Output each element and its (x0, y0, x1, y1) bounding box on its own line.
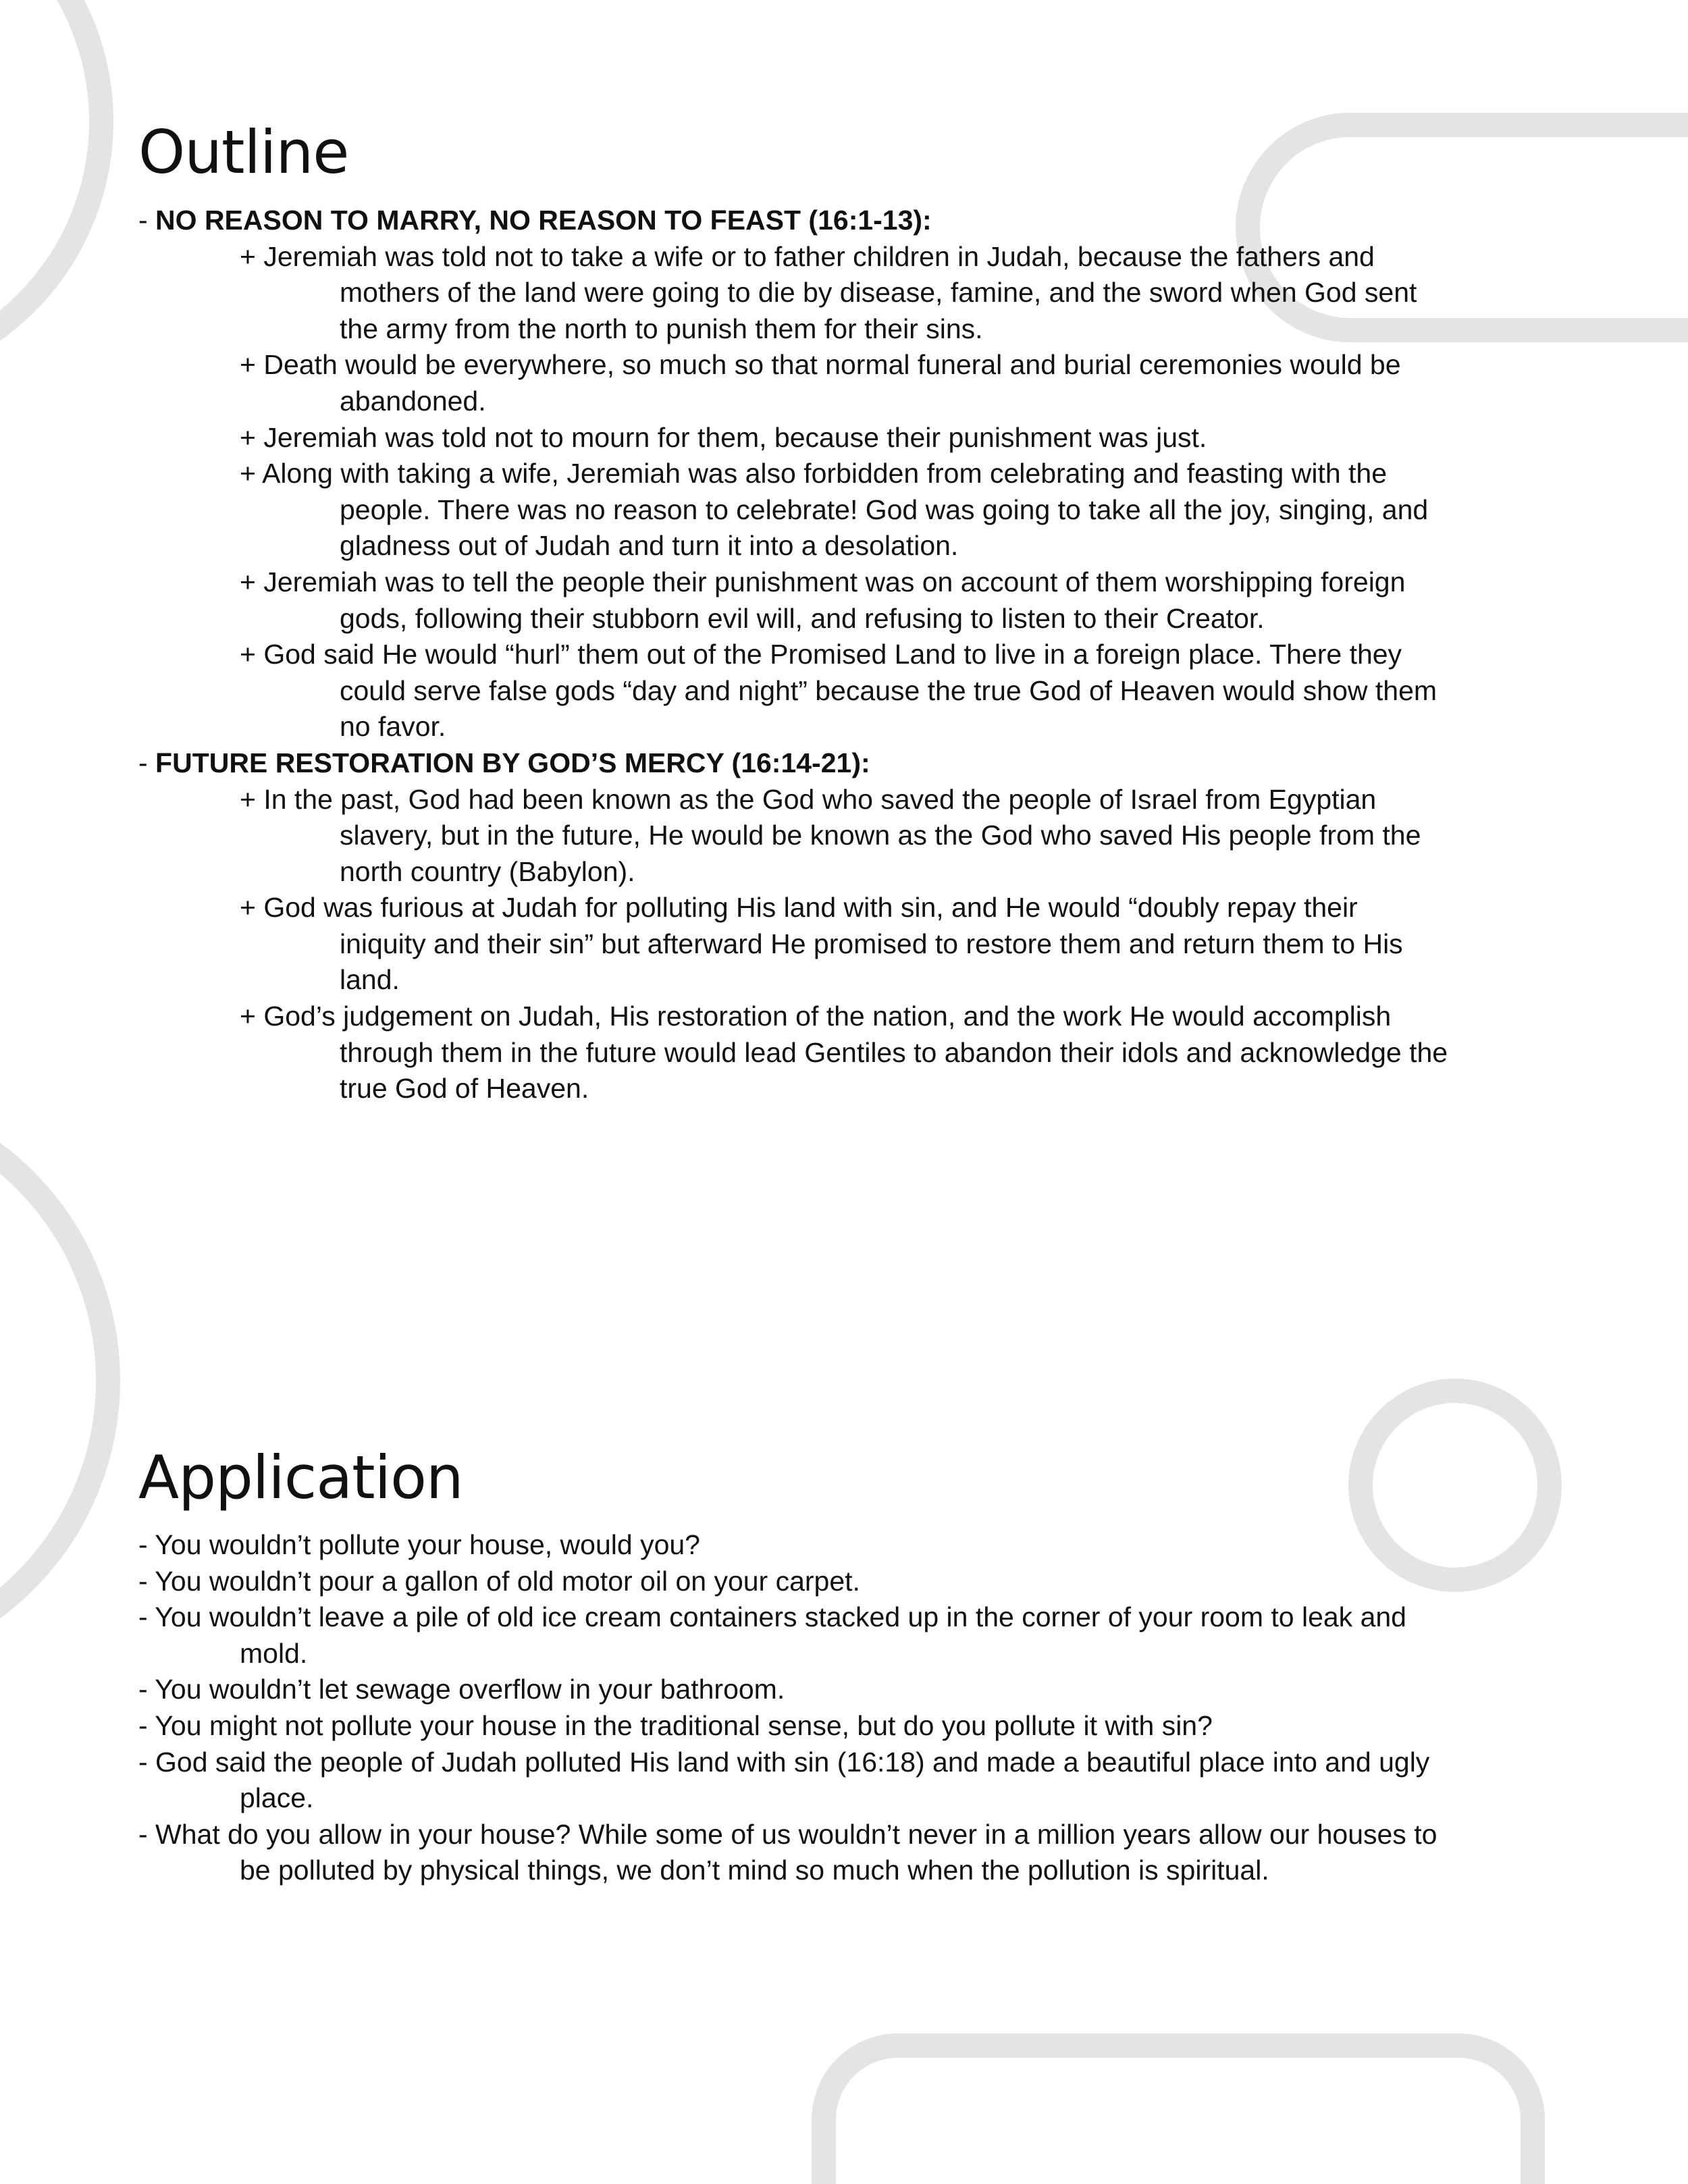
application-item-line: - You wouldn’t pollute your house, would you? (138, 1529, 700, 1560)
outline-point-line: + In the past, God had been known as the God who saved the people of Israel from Egyptian (240, 783, 1377, 815)
outline-point-line: could serve false gods “day and night” because the true God of Heaven would show them (340, 674, 1438, 706)
outline-section (138, 203, 1583, 1107)
outline-point-line: + God’s judgement on Judah, His restoration of the nation, and the work He would accomplish (240, 1001, 1392, 1032)
outline-point-line: slavery, but in the future, He would be known as the God who saved His people from the (340, 820, 1421, 851)
outline-point-line: + Death would be everywhere, so much so that normal funeral and burial ceremonies would be (240, 349, 1401, 381)
outline-point-line: gladness out of Judah and turn it into a desolation. (340, 530, 959, 562)
application-item-line: be polluted by physical things, we don’t mind so much when the pollution is spiritual. (240, 1855, 1269, 1886)
outline-point-line: true God of Heaven. (340, 1073, 589, 1104)
outline-point-line: through them in the future would lead Gentiles to abandon their idols and acknowledge the (340, 1036, 1448, 1068)
bottom-rounded-bar-decoration (824, 2046, 1533, 2184)
outline-point-line: land. (340, 964, 400, 996)
outline-point-line: people. There was no reason to celebrate! God was going to take all the joy, singing, and (340, 494, 1429, 525)
application-item-line: mold. (240, 1637, 308, 1669)
outline-point-line: + God said He would “hurl” them out of the Promised Land to live in a foreign place. There they (240, 639, 1402, 670)
outline-point-line: + Along with taking a wife, Jeremiah was also forbidden from celebrating and feasting with the (240, 458, 1388, 489)
top-left-ring-decoration (0, 0, 101, 378)
application-item-line: - You wouldn’t leave a pile of old ice cream containers stacked up in the corner of your room to leak and (138, 1601, 1406, 1633)
application-item-line: - What do you allow in your house? While some of us wouldn’t never in a million years allow our houses to (138, 1818, 1438, 1850)
application-section (138, 1527, 1583, 1889)
outline-heading-text: FUTURE RESTORATION BY GOD’S MERCY (16:14-21): (155, 747, 870, 778)
application-item-line: - God said the people of Judah polluted His land with sin (16:18) and made a beautiful place into and ugly (138, 1746, 1430, 1778)
outline-point-line: iniquity and their sin” but afterward He promised to restore them and return them to His (340, 928, 1403, 959)
outline-heading (138, 745, 1583, 782)
dash-bullet: - (138, 747, 156, 778)
outline-point-line: the army from the north to punish them for their sins. (340, 313, 983, 344)
outline-heading (138, 203, 1583, 239)
application-item-line: - You wouldn’t let sewage overflow in your bathroom. (138, 1674, 785, 1705)
outline-point-line: + God was furious at Judah for polluting His land with sin, and He would “doubly repay their (240, 892, 1358, 924)
outline-point-line: gods, following their stubborn evil will, and refusing to listen to their Creator. (340, 602, 1265, 634)
outline-point-line: + Jeremiah was to tell the people their punishment was on account of them worshipping foreign (240, 566, 1406, 597)
application-item-line: place. (240, 1782, 314, 1814)
outline-point-line: north country (Babylon). (340, 855, 635, 887)
application-item-line: - You might not pollute your house in the traditional sense, but do you pollute it with sin? (138, 1709, 1213, 1741)
outline-point-line: mothers of the land were going to die by disease, famine, and the sword when God sent (340, 277, 1417, 309)
outline-heading-text: NO REASON TO MARRY, NO REASON TO FEAST (16:1-13): (155, 205, 932, 236)
application-item-line: - You wouldn’t pour a gallon of old motor oil on your carpet. (138, 1565, 860, 1597)
outline-point-line: + Jeremiah was told not to mourn for them, because their punishment was just. (240, 421, 1207, 453)
outline-point-line: abandoned. (340, 385, 486, 417)
outline-title: Outline (138, 117, 349, 187)
dash-bullet: - (138, 205, 156, 236)
outline-point-line: + Jeremiah was told not to take a wife or to father children in Judah, because the fathers and (240, 240, 1375, 272)
left-middle-ring-decoration (0, 1097, 108, 1664)
application-title: Application (138, 1443, 463, 1512)
outline-point-line: no favor. (340, 711, 446, 743)
